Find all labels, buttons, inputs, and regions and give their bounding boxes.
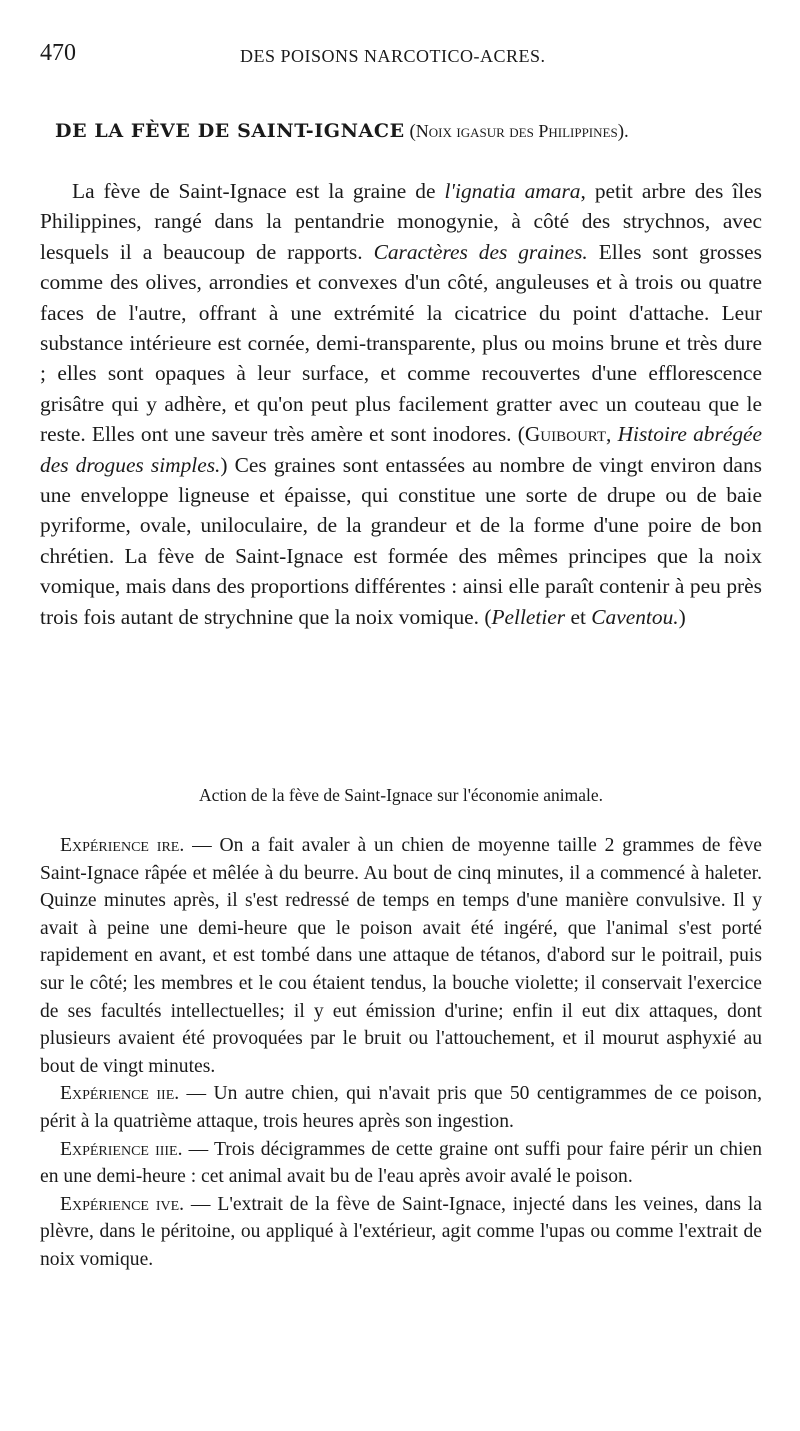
experiment-label: Expérience ive. [60,1193,185,1215]
intro-author-pelletier: Pelletier [491,604,566,629]
intro-s4-close: ) [678,604,686,629]
page-number: 470 [40,40,76,66]
intro-s1-italic: l'ignatia amara [444,179,581,203]
experiment-label: Expérience ire. [60,835,185,856]
experiment-label: Expérience iiie. [60,1138,183,1160]
intro-s1: La fève de Saint-Ignace est la graine de [72,179,445,203]
running-title: DES POISONS NARCOTICO-ACRES. [240,46,546,66]
intro-s3-comma: , [606,422,618,447]
section-subtitle-close: ). [617,121,629,142]
section-title-main: DE LA FÈVE DE SAINT-IGNACE [55,120,405,142]
experiment-text: — On a fait avaler à un chien de moyenne taille 2 grammes de fève Saint-Ignace râpée et mêlée à du beurre. Au bout de cinq minutes, il a commencé à haleter. Quinze minutes après, il s'est redressé de temps en temps d'une manière convulsive. Il y avait à peine une demi-heure que le poison avait été ingéré, que l'animal s'est porté rapidement en avant, et est tombé dans une attaque de tétanos, d'abord sur le poitrail, puis sur le côté; les membres et le cou étaient tendus, la bouche violette; il conservait l'exercice de ses facultés intellectuelles; il y eut émission d'urine; enfin il eut dix attaques, dont plusieurs avaient été provoquées par le bruit ou l'attouchement, et il mourut asphyxié au bout de vingt minutes. [40,835,762,1077]
intro-s2: , petit arbre des îles Philippines, rangé dans la pentandrie monogynie, à côté des strychnos, avec lesquels il a beaucoup de rapports. [40,179,763,264]
experiment-4 [40,1191,762,1274]
intro-paragraph [40,176,762,632]
intro-s2-italic: Caractères des graines. [373,239,588,264]
experiments-list [40,832,762,1274]
intro-s4: ) Ces graines sont entassées au nombre de vingt environ dans une enveloppe ligneuse et épaisse, qui constitue une sorte de drupe ou de baie pyriforme, ovale, uniloculaire, de la grandeur et de la forme d'une poire de bon chrétien. La fève de Saint-Ignace est formée des mêmes principes que la noix vomique, mais dans des proportions différentes : ainsi elle paraît contenir à peu près trois fois autant de strychnine que la noix vomique. ( [40,452,762,629]
intro-text [40,176,762,632]
intro-s3: Elles sont grosses comme des olives, arrondies et convexes d'un côté, anguleuses et à trois ou quatre faces de l'autre, offrant à une extrémité la cicatrice du point d'attache. Leur substance intérieure est cornée, demi-transparente, plus ou moins brune et très dure ; elles sont opaques à leur surface, et comme recouvertes d'une efflorescence grisâtre qui y adhère, et qu'on peut plus facilement gratter avec un couteau que le reste. Elles ont une saveur très amère et sont inodores. ( [40,239,762,447]
section-subtitle-open: ( [409,121,416,142]
experiment-text: — L'extrait de la fève de Saint-Ignace, injecté dans les veines, dans la plèvre, dans le péritoine, ou appliqué à l'extérieur, agit comme l'upas ou comme l'extrait de noix vomique. [40,1193,763,1270]
experiment-text: — Trois décigrammes de cette graine ont suffi pour faire périr un chien en une demi-heure : cet animal avait bu de l'eau après avoir avalé le poison. [40,1138,762,1188]
section-title [55,120,760,143]
experiment-label: Expérience iie. [60,1083,180,1105]
intro-s4-et: et [565,604,592,629]
subheading: Action de la fève de Saint-Ignace sur l'économie animale. [198,785,604,805]
intro-author-guibourt: Guibourt [524,422,607,447]
experiment-3 [40,1136,762,1191]
section-subtitle: Noix igasur des Philippines [415,121,618,141]
experiment-text: — Un autre chien, qui n'avait pris que 50 centigrammes de ce poison, périt à la quatrième attaque, trois heures après son ingestion. [40,1083,762,1132]
intro-author-caventou: Caventou. [591,604,679,629]
experiment-1 [40,832,762,1080]
experiment-2 [40,1080,762,1135]
page-header [40,40,760,70]
intro-s3-italic: Histoire abrégée des drogues simples. [40,422,762,477]
